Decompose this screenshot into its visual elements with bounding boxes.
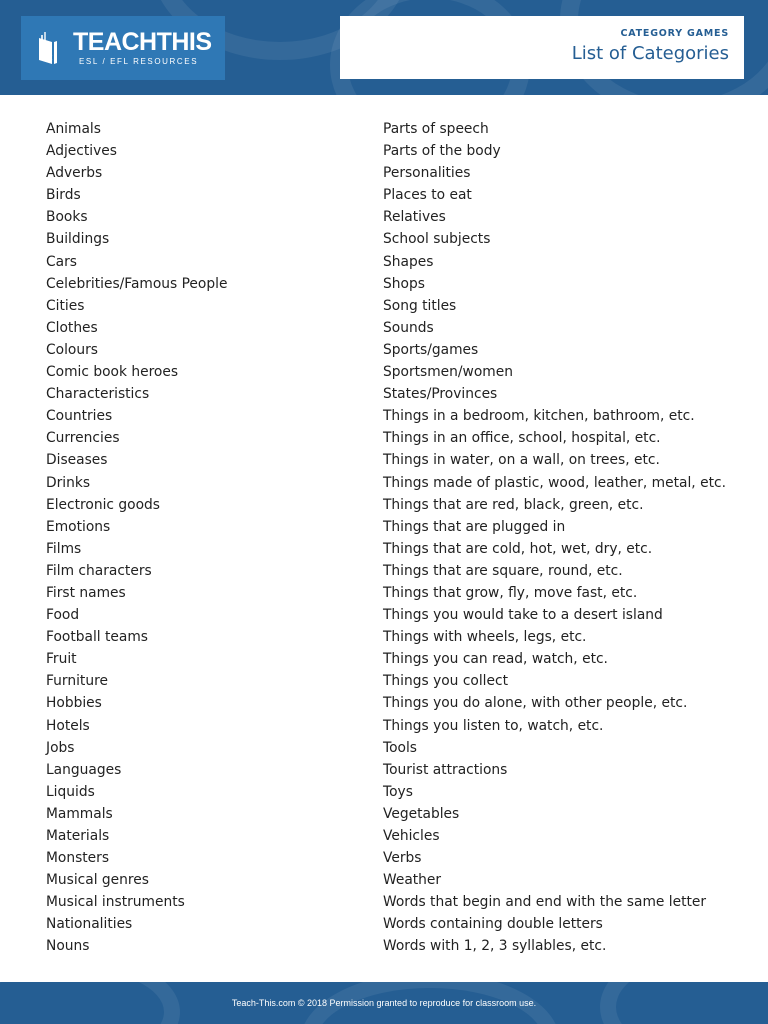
category-item: Colours (46, 341, 98, 358)
category-item: Things in a bedroom, kitchen, bathroom, etc. (383, 408, 695, 425)
category-item: Parts of the body (383, 143, 501, 160)
category-item: Things that grow, fly, move fast, etc. (383, 584, 638, 601)
category-item: Materials (46, 828, 110, 844)
open-book-icon (35, 30, 71, 66)
category-item: Adjectives (46, 143, 117, 160)
category-item: States/Provinces (383, 386, 498, 403)
category-item: Things that are red, black, green, etc. (383, 496, 644, 513)
category-item: Things made of plastic, wood, leather, metal, etc. (383, 474, 726, 491)
category-item: Birds (46, 187, 81, 204)
category-item: Fruit (46, 651, 77, 668)
category-item: Parts of speech (383, 121, 489, 137)
category-item: First names (46, 584, 126, 601)
category-item: Animals (46, 121, 101, 137)
category-item: Diseases (46, 452, 108, 469)
category-item: Weather (383, 872, 442, 889)
brand-name: TEACHTHIS (73, 28, 212, 56)
category-item: Musical instruments (46, 894, 185, 911)
category-item: Things you do alone, with other people, etc. (383, 695, 688, 712)
category-item: Musical genres (46, 872, 149, 889)
category-item: Cities (46, 297, 85, 314)
category-item: Cars (46, 253, 77, 270)
category-item: Song titles (383, 297, 457, 314)
category-item: Hobbies (46, 695, 102, 712)
category-item: Sounds (383, 319, 434, 336)
category-item: Things in an office, school, hospital, etc. (383, 430, 661, 447)
title-box (340, 16, 744, 79)
page-title: List of Categories (571, 43, 729, 64)
category-item: Things that are plugged in (383, 518, 566, 535)
category-list-left (46, 118, 383, 958)
category-item: Buildings (46, 231, 110, 248)
copyright-notice: Teach-This.com © 2018 Permission granted to reproduce for classroom use. (231, 998, 537, 1008)
category-item: Things you would take to a desert island (383, 607, 663, 624)
category-item: Personalities (383, 165, 471, 182)
category-item: Adverbs (46, 165, 103, 182)
category-list-right (383, 118, 746, 958)
category-item: Shops (383, 275, 425, 292)
category-item: Things with wheels, legs, etc. (383, 629, 587, 646)
category-item: Electronic goods (46, 496, 160, 513)
category-item: Things that are cold, hot, wet, dry, etc. (383, 540, 653, 557)
category-item: Drinks (46, 474, 91, 491)
category-item: Toys (383, 783, 413, 800)
category-label: CATEGORY GAMES (620, 28, 729, 39)
category-item: Football teams (46, 629, 148, 646)
category-item: Things in water, on a wall, on trees, etc. (383, 452, 660, 469)
category-item: Nationalities (46, 916, 133, 933)
brand-tagline: ESL / EFL RESOURCES (79, 57, 199, 66)
category-item: Sports/games (383, 341, 479, 358)
category-item: Words containing double letters (383, 916, 603, 933)
category-item: Mammals (46, 805, 113, 822)
category-item: Monsters (46, 850, 110, 867)
decorative-swirl (600, 982, 768, 1024)
category-item: Jobs (46, 739, 75, 756)
category-item: Verbs (383, 850, 422, 867)
category-item: Furniture (46, 673, 108, 690)
category-item: Films (46, 540, 82, 557)
category-item: Liquids (46, 783, 95, 800)
category-item: Vehicles (383, 828, 440, 844)
category-item: Tourist attractions (383, 761, 508, 778)
category-item: Film characters (46, 562, 152, 579)
category-item: Emotions (46, 518, 111, 535)
page-header (0, 0, 768, 95)
category-item: Comic book heroes (46, 364, 179, 381)
page-footer (0, 982, 768, 1024)
category-item: Nouns (46, 938, 90, 955)
category-item: Vegetables (383, 805, 460, 822)
category-item: Books (46, 209, 88, 226)
category-item: Sportsmen/women (383, 364, 513, 381)
category-item: Countries (46, 408, 113, 425)
category-item: School subjects (383, 231, 491, 248)
decorative-swirl (0, 982, 180, 1024)
category-columns (46, 118, 746, 958)
brand-logo[interactable] (21, 16, 225, 80)
category-item: Hotels (46, 717, 90, 734)
category-item: Clothes (46, 319, 98, 336)
category-item: Places to eat (383, 187, 472, 204)
category-item: Currencies (46, 430, 120, 447)
category-item: Food (46, 607, 80, 624)
category-item: Celebrities/Famous People (46, 275, 228, 292)
category-item: Characteristics (46, 386, 150, 403)
category-item: Things that are square, round, etc. (383, 562, 623, 579)
category-item: Shapes (383, 253, 434, 270)
category-item: Things you collect (383, 673, 508, 690)
category-item: Words with 1, 2, 3 syllables, etc. (383, 938, 607, 955)
category-item: Things you listen to, watch, etc. (383, 717, 604, 734)
category-item: Things you can read, watch, etc. (383, 651, 608, 668)
category-item: Languages (46, 761, 122, 778)
category-item: Relatives (383, 209, 446, 226)
category-item: Words that begin and end with the same letter (383, 894, 707, 911)
category-item: Tools (383, 739, 417, 756)
